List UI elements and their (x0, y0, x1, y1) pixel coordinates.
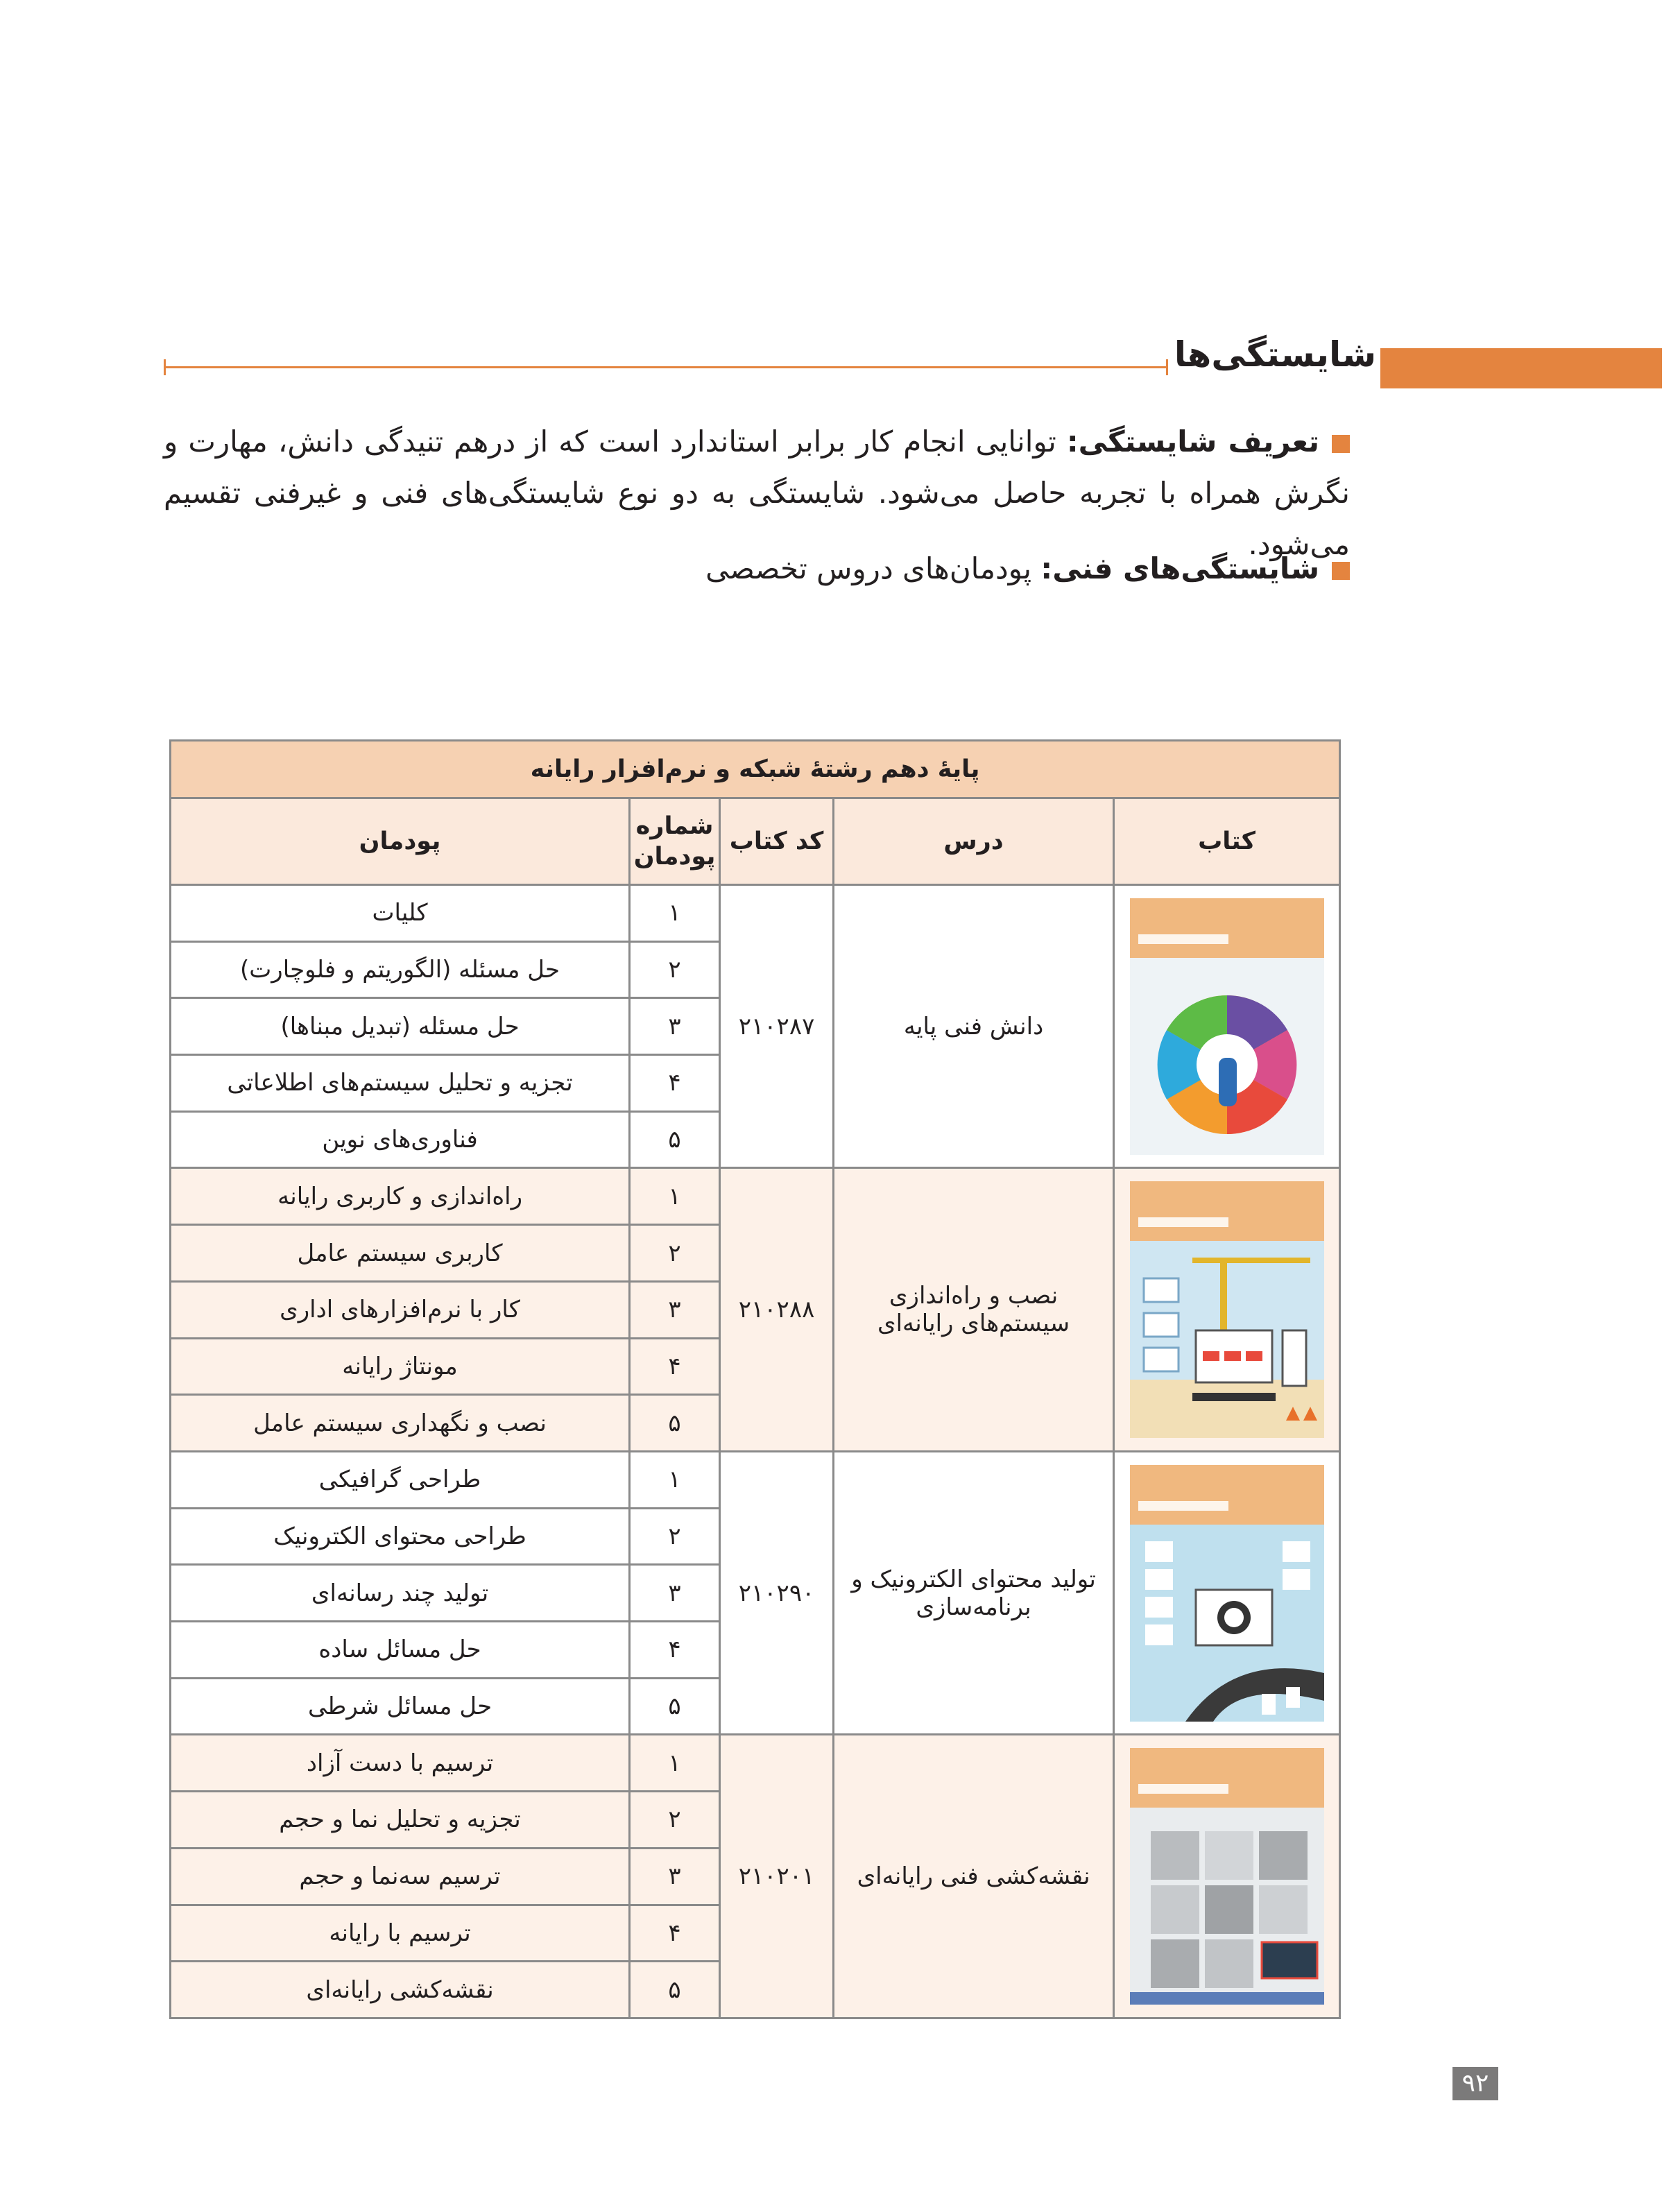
table-row (171, 1451, 1340, 1508)
unit-name: طراحی گرافیکی (171, 1451, 630, 1508)
header-code: کد کتاب (720, 798, 834, 885)
unit-name: تولید چند رسانه‌ای (171, 1565, 630, 1622)
book-cover-cell (1114, 1168, 1340, 1451)
table-row (171, 885, 1340, 942)
unit-number: ۲ (630, 1792, 720, 1849)
unit-name: فناوری‌های نوین (171, 1111, 630, 1168)
section-accent-bar (1380, 348, 1662, 388)
unit-name: ترسیم با رایانه (171, 1905, 630, 1962)
book-cover-cell (1114, 1735, 1340, 2018)
unit-number: ۱ (630, 1168, 720, 1225)
table-row (171, 1735, 1340, 1792)
unit-number: ۵ (630, 1111, 720, 1168)
book-code: ۲۱۰۲۸۸ (720, 1168, 834, 1451)
unit-number: ۱ (630, 1451, 720, 1508)
course-name: تولید محتوای الکترونیک و برنامه‌سازی (834, 1451, 1114, 1734)
book-code: ۲۱۰۲۸۷ (720, 885, 834, 1168)
competency-definition-text: توانایی انجام کار برابر استاندارد است که از درهم تنیدگی دانش، مهارت و نگرش همراه با تجربه حاصل می‌شود. شایستگی به دو نوع شایستگی‌های فنی و غیرفنی تقسیم می‌شود. (164, 425, 1350, 561)
unit-name: حل مسائل شرطی (171, 1678, 630, 1735)
book-cover-image (1130, 898, 1324, 1155)
course-name: دانش فنی پایه (834, 885, 1114, 1168)
book-cover-image (1130, 1748, 1324, 2005)
book-code: ۲۱۰۲۹۰ (720, 1451, 834, 1734)
book-cover-image (1130, 1181, 1324, 1438)
unit-number: ۳ (630, 1565, 720, 1622)
table-caption: پایهٔ دهم رشتهٔ شبکه و نرم‌افزار رایانه (171, 741, 1340, 798)
unit-number: ۳ (630, 998, 720, 1055)
unit-number: ۳ (630, 1281, 720, 1338)
technical-competencies-text: پودمان‌های دروس تخصصی (705, 551, 1041, 585)
unit-name: حل مسئله (تبدیل مبناها) (171, 998, 630, 1055)
unit-number: ۴ (630, 1905, 720, 1962)
unit-name: مونتاژ رایانه (171, 1338, 630, 1395)
unit-number: ۴ (630, 1338, 720, 1395)
bullet-square-icon (1332, 435, 1350, 453)
unit-number: ۴ (630, 1622, 720, 1679)
page-number: ۹۲ (1452, 2067, 1498, 2100)
unit-number: ۲ (630, 1508, 720, 1565)
book-cover-image (1130, 1465, 1324, 1722)
unit-name: حل مسائل ساده (171, 1622, 630, 1679)
unit-name: تجزیه و تحلیل نما و حجم (171, 1792, 630, 1849)
unit-name: نصب و نگهداری سیستم عامل (171, 1395, 630, 1452)
unit-number: ۱ (630, 885, 720, 942)
unit-number: ۴ (630, 1055, 720, 1112)
unit-name: کار با نرم‌افزارهای اداری (171, 1281, 630, 1338)
competency-definition-label: تعریف شایستگی: (1066, 425, 1319, 458)
unit-name: طراحی محتوای الکترونیک (171, 1508, 630, 1565)
header-unit: پودمان (171, 798, 630, 885)
title-rule (164, 366, 1168, 368)
section-title: شایستگی‌ها (1174, 334, 1376, 375)
unit-number: ۳ (630, 1848, 720, 1905)
unit-number: ۲ (630, 941, 720, 998)
unit-name: حل مسئله (الگوریتم و فلوچارت) (171, 941, 630, 998)
book-cover-cell (1114, 885, 1340, 1168)
unit-name: کلیات (171, 885, 630, 942)
header-course: درس (834, 798, 1114, 885)
table-row (171, 1168, 1340, 1225)
technical-competencies (164, 543, 1350, 594)
book-cover-cell (1114, 1451, 1340, 1734)
unit-name: راه‌اندازی و کاربری رایانه (171, 1168, 630, 1225)
unit-number: ۲ (630, 1225, 720, 1282)
unit-name: کاربری سیستم عامل (171, 1225, 630, 1282)
unit-number: ۵ (630, 1962, 720, 2018)
unit-number: ۱ (630, 1735, 720, 1792)
header-book: کتاب (1114, 798, 1340, 885)
unit-name: نقشه‌کشی رایانه‌ای (171, 1962, 630, 2018)
unit-name: ترسیم با دست آزاد (171, 1735, 630, 1792)
header-unit-number: شماره پودمان (630, 798, 720, 885)
bullet-square-icon (1332, 562, 1350, 580)
book-code: ۲۱۰۲۰۱ (720, 1735, 834, 2018)
course-name: نصب و راه‌اندازی سیستم‌های رایانه‌ای (834, 1168, 1114, 1451)
unit-number: ۵ (630, 1395, 720, 1452)
unit-number: ۵ (630, 1678, 720, 1735)
course-name: نقشه‌کشی فنی رایانه‌ای (834, 1735, 1114, 2018)
units-table (169, 739, 1341, 2019)
unit-name: تجزیه و تحلیل سیستم‌های اطلاعاتی (171, 1055, 630, 1112)
technical-competencies-label: شایستگی‌های فنی: (1040, 551, 1319, 585)
unit-name: ترسیم سه‌نما و حجم (171, 1848, 630, 1905)
